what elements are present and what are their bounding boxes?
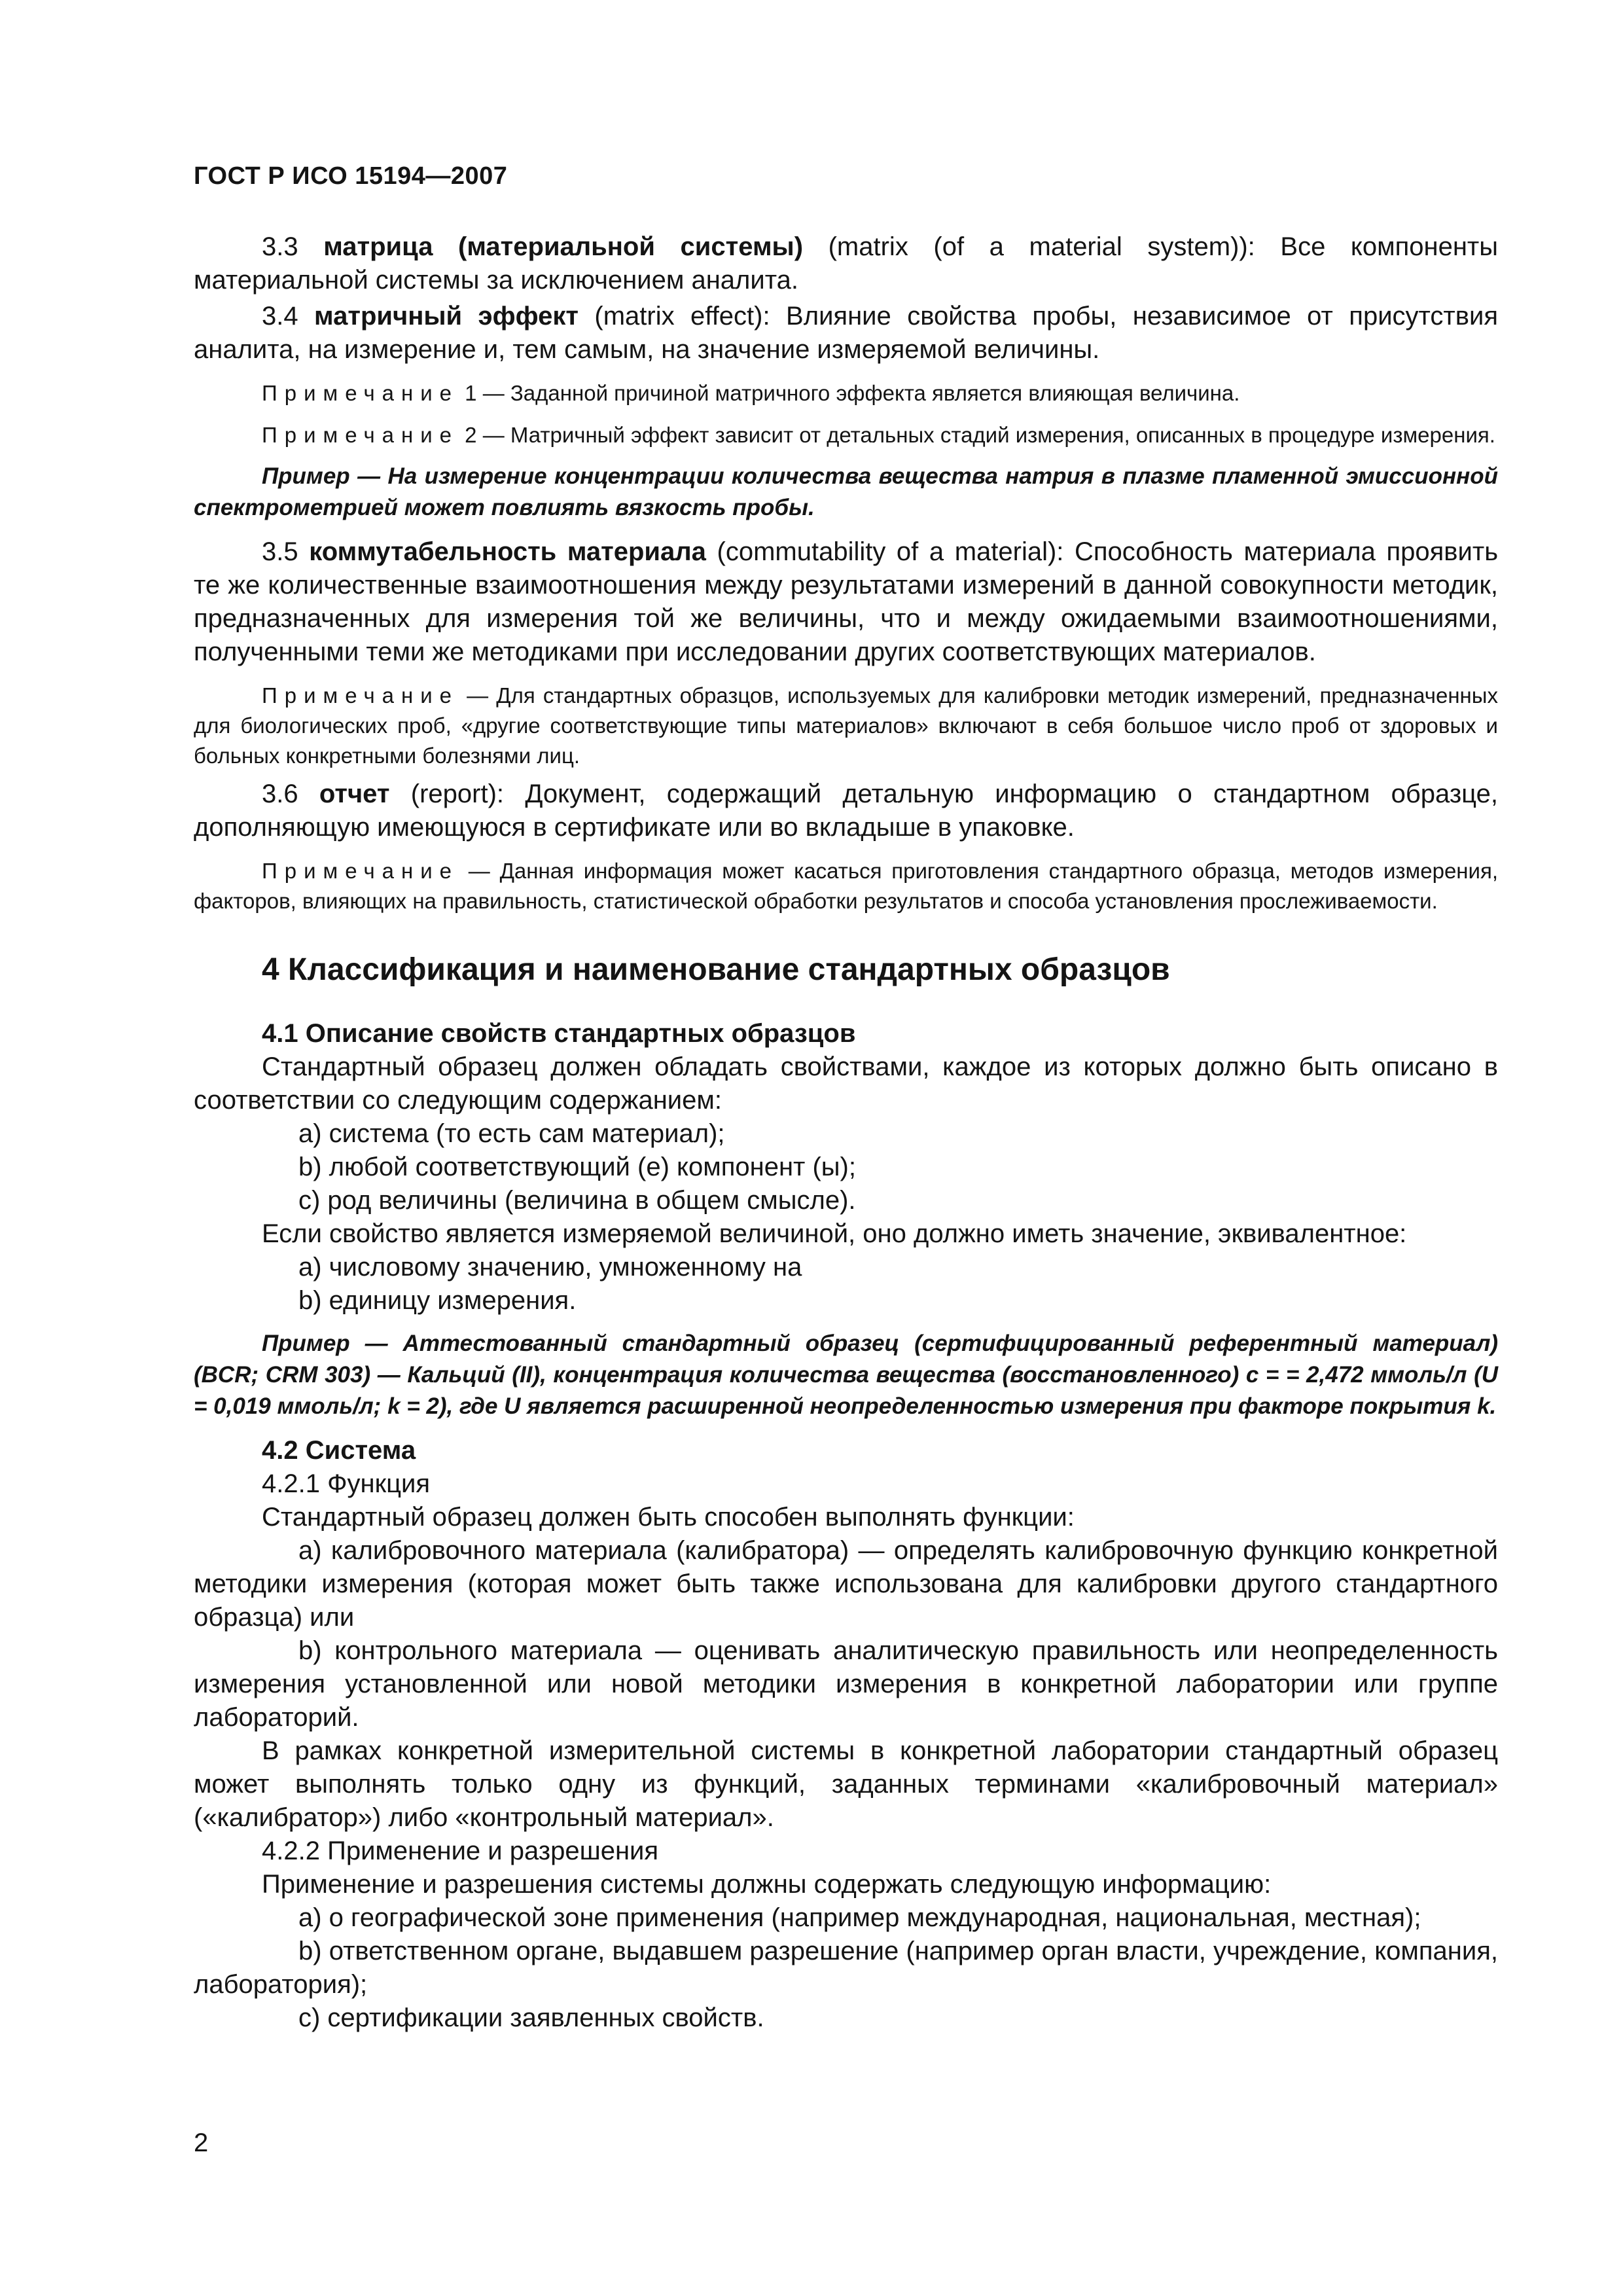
term-number: 3.4 bbox=[262, 302, 315, 331]
term-name: коммутабельность материала bbox=[309, 537, 706, 566]
note-text: — Для стандартных образцов, используемых для калибровки методик измерений, предназначенных для биологических проб, «другие соответствующие типы материалов» включают в себя большое число проб от здоровых и больных конкретными болезнями лиц. bbox=[194, 683, 1498, 768]
note-text: — Данная информация может касаться приготовления стандартного образца, методов измерения, факторов, влияющих на правильность, статистической обработки результатов и способа установления прослеживаемости. bbox=[194, 859, 1498, 913]
section-4-2-heading: 4.2 Система bbox=[262, 1436, 416, 1465]
note-3-4-2 bbox=[194, 420, 1498, 450]
note-3-5 bbox=[194, 681, 1498, 771]
section-4-1-heading: 4.1 Описание свойств стандартных образцов bbox=[262, 1019, 856, 1048]
term-number: 3.6 bbox=[262, 780, 319, 808]
document-header: ГОСТ Р ИСО 15194—2007 bbox=[194, 162, 508, 190]
term-3-6 bbox=[194, 778, 1498, 844]
example-3-4: Пример — На измерение концентрации количества вещества натрия в плазме пламенной эмиссионной спектрометрией может повлиять вязкость пробы. bbox=[194, 463, 1498, 520]
term-definition: (matrix effect): Влияние свойства пробы, независимое от присутствия аналита, на измерение и, тем самым, на значение измеряемой величины. bbox=[194, 302, 1498, 364]
term-3-4 bbox=[194, 300, 1498, 367]
term-3-3 bbox=[194, 230, 1498, 297]
list-item: c) сертификации заявленных свойств. bbox=[298, 2003, 764, 2032]
note-label: Примечание bbox=[262, 381, 459, 405]
example-4-1: Пример — Аттестованный стандартный образец (сертифицированный референтный материал) (BCR; CRM 303) — Кальций (II), концентрация количества вещества (восстановленного) c = = 2,472 ммоль/л (U = 0,019 ммоль/л; k = 2), где U является расширенной неопределенностью измерения при факторе покрытия k. bbox=[194, 1331, 1498, 1419]
note-3-6 bbox=[194, 856, 1498, 916]
list-item: a) числовому значению, умноженному на bbox=[298, 1253, 802, 1282]
note-3-4-1 bbox=[194, 378, 1498, 408]
document-body bbox=[194, 228, 1498, 2035]
term-number: 3.3 bbox=[262, 232, 324, 261]
term-definition: (report): Документ, содержащий детальную информацию о стандартном образце, дополняющую имеющуюся в сертификате или во вкладыше в упаковке. bbox=[194, 780, 1498, 842]
section-4-2-2-intro: Применение и разрешения системы должны содержать следующую информацию: bbox=[262, 1870, 1272, 1899]
list-item: b) единицу измерения. bbox=[298, 1286, 577, 1315]
section-4-2-2-heading: 4.2.2 Применение и разрешения bbox=[262, 1837, 659, 1865]
note-label: Примечание bbox=[262, 859, 459, 883]
list-item: a) о географической зоне применения (например международная, национальная, местная); bbox=[298, 1903, 1421, 1932]
list-item: b) любой соответствующий (е) компонент (ы); bbox=[298, 1153, 856, 1181]
term-name: матрица (материальной системы) bbox=[323, 232, 804, 261]
list-item: c) род величины (величина в общем смысле). bbox=[298, 1186, 856, 1215]
note-label: Примечание bbox=[262, 423, 459, 447]
term-definition: (matrix (of a material system)): Все компоненты материальной системы за исключением аналита. bbox=[194, 232, 1498, 295]
page-number: 2 bbox=[194, 2128, 209, 2157]
section-4-2-1-intro: Стандартный образец должен быть способен выполнять функции: bbox=[262, 1503, 1075, 1532]
note-label: Примечание bbox=[262, 683, 459, 708]
term-name: матричный эффект bbox=[314, 302, 579, 331]
note-text: 2 — Матричный эффект зависит от детальных стадий измерения, описанных в процедуре измерения. bbox=[459, 423, 1495, 447]
section-4-2-1-heading: 4.2.1 Функция bbox=[262, 1469, 430, 1498]
section-4-heading: 4 Классификация и наименование стандартных образцов bbox=[262, 952, 1170, 987]
term-3-5 bbox=[194, 535, 1498, 669]
section-4-2-1-paragraph: В рамках конкретной измерительной системы в конкретной лаборатории стандартный образец может выполнять только одну из функций, заданных терминами «калибровочный материал» («калибратор») либо «контрольный материал». bbox=[194, 1736, 1498, 1832]
section-4-1-intro: Стандартный образец должен обладать свойствами, каждое из которых должно быть описано в соответствии со следующим содержанием: bbox=[194, 1052, 1498, 1115]
term-number: 3.5 bbox=[262, 537, 310, 566]
list-item: b) контрольного материала — оценивать аналитическую правильность или неопределенность измерения установленной или новой методики измерения в конкретной лаборатории или группе лабораторий. bbox=[194, 1636, 1498, 1732]
list-item: b) ответственном органе, выдавшем разрешение (например орган власти, учреждение, компания, лаборатория); bbox=[194, 1937, 1498, 1999]
term-name: отчет bbox=[319, 780, 390, 808]
term-definition: (commutability of a material): Способность материала проявить те же количественные взаимоотношения между результатами измерений в данной совокупности методик, предназначенных для измерения той же величины, что и между ожидаемыми взаимоотношениями, полученными теми же методиками при исследовании других соответствующих материалов. bbox=[194, 537, 1499, 666]
list-item: a) система (то есть сам материал); bbox=[298, 1119, 725, 1148]
section-4-1-condition: Если свойство является измеряемой величиной, оно должно иметь значение, эквивалентное: bbox=[262, 1219, 1407, 1248]
note-text: 1 — Заданной причиной матричного эффекта является влияющая величина. bbox=[459, 381, 1240, 405]
list-item: a) калибровочного материала (калибратора) — определять калибровочную функцию конкретной методики измерения (которая может быть также использована для калибровки другого стандартного образца) или bbox=[194, 1536, 1498, 1632]
